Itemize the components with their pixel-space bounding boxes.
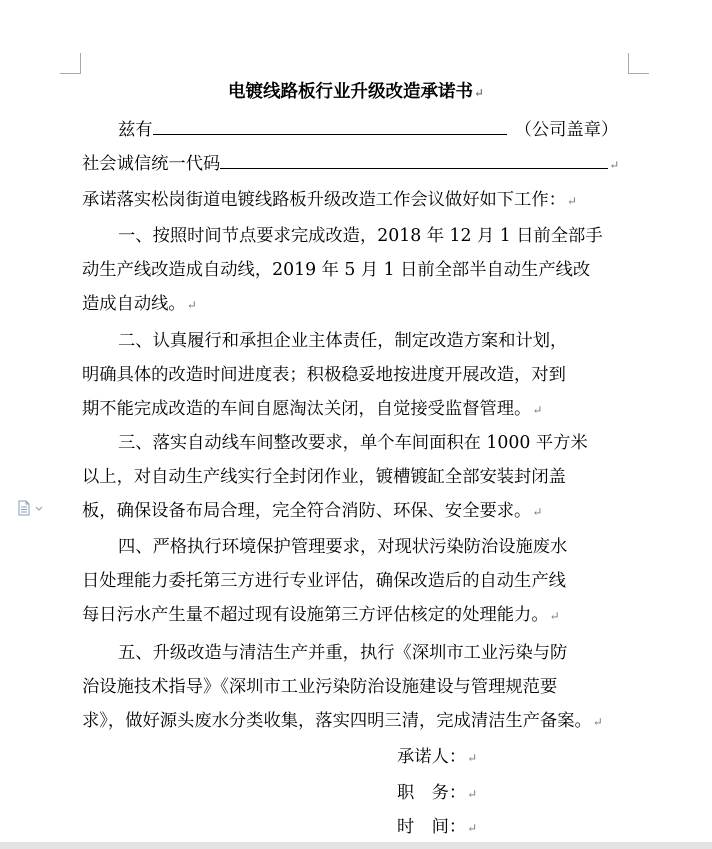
p1-line1: 一、按照时间节点要求完成改造，2018 年 12 月 1 日前全部手: [118, 226, 603, 246]
p5-line3: 求》，做好源头废水分类收集，落实四明三清，完成清洁生产备案。↵: [82, 711, 603, 731]
paragraph-mark: ↵: [467, 787, 478, 801]
company-line: [82, 113, 642, 147]
credit-code-line: [82, 147, 642, 182]
p3-line2: 以上，对自动生产线实行全封闭作业，镀槽镀缸全部安装封闭盖: [82, 467, 566, 487]
label-credit-code: 社会诚信统一代码: [82, 154, 221, 174]
paragraph-mark: ↵: [549, 609, 560, 623]
page-corner-top-right: [628, 53, 649, 74]
signature-title: 职 务：↵: [397, 783, 478, 803]
paragraph-mark: ↵: [592, 715, 603, 729]
p5-line2: 治设施技术指导》《深圳市工业污染防治设施建设与管理规范要: [82, 677, 558, 697]
credit-code-blank[interactable]: [220, 150, 608, 169]
p1-line2: 动生产线改造成自动线，2019 年 5 月 1 日前全部半自动生产线改: [82, 260, 591, 280]
promise-intro: 承诺落实松岗街道电镀线路板升级改造工作会议做好如下工作：↵: [82, 190, 577, 210]
p4-line1: 四、严格执行环境保护管理要求，对现状污染防治设施废水: [118, 537, 568, 557]
document-title: 电镀线路板行业升级改造承诺书↵: [227, 82, 485, 102]
p3-line3: 板，确保设备布局合理，完全符合消防、环保、安全要求。↵: [82, 501, 543, 521]
p2-line3: 期不能完成改造的车间自愿淘汰关闭，自觉接受监督管理。↵: [82, 399, 543, 419]
paragraph-mark: ↵: [532, 403, 543, 417]
paragraph-mark: ↵: [186, 298, 197, 312]
p2-line2: 明确具体的改造时间进度表；积极稳妥地按进度开展改造，对到: [82, 365, 566, 385]
p4-line3: 每日污水产生量不超过现有设施第三方评估核定的处理能力。↵: [82, 605, 560, 625]
label-zi: 兹有: [118, 120, 153, 140]
signature-time: 时 间：↵: [397, 817, 478, 837]
paragraph-options-icon[interactable]: [17, 500, 47, 516]
p4-line2: 日处理能力委托第三方进行专业评估，确保改造后的自动生产线: [82, 571, 566, 591]
seal-note: （公司盖章）: [514, 120, 619, 140]
p5-line1: 五、升级改造与清洁生产并重，执行《深圳市工业污染与防: [118, 643, 568, 663]
page-corner-top-left: [60, 53, 81, 74]
paragraph-mark: ↵: [473, 86, 485, 100]
paragraph-mark: ↵: [532, 505, 543, 519]
p2-line1: 二、认真履行和承担企业主体责任，制定改造方案和计划，: [118, 331, 568, 351]
paragraph-mark: ↵: [467, 751, 478, 765]
p3-line1: 三、落实自动线车间整改要求，单个车间面积在 1000 平方米: [118, 433, 588, 453]
p1-line3: 造成自动线。↵: [82, 294, 197, 314]
paragraph-mark: ↵: [467, 821, 478, 835]
paragraph-mark: ↵: [566, 194, 577, 208]
company-name-blank[interactable]: [153, 116, 507, 135]
paragraph-mark: ↵: [609, 158, 620, 172]
signature-person: 承诺人：↵: [397, 747, 478, 767]
bottom-bar: [0, 842, 712, 849]
